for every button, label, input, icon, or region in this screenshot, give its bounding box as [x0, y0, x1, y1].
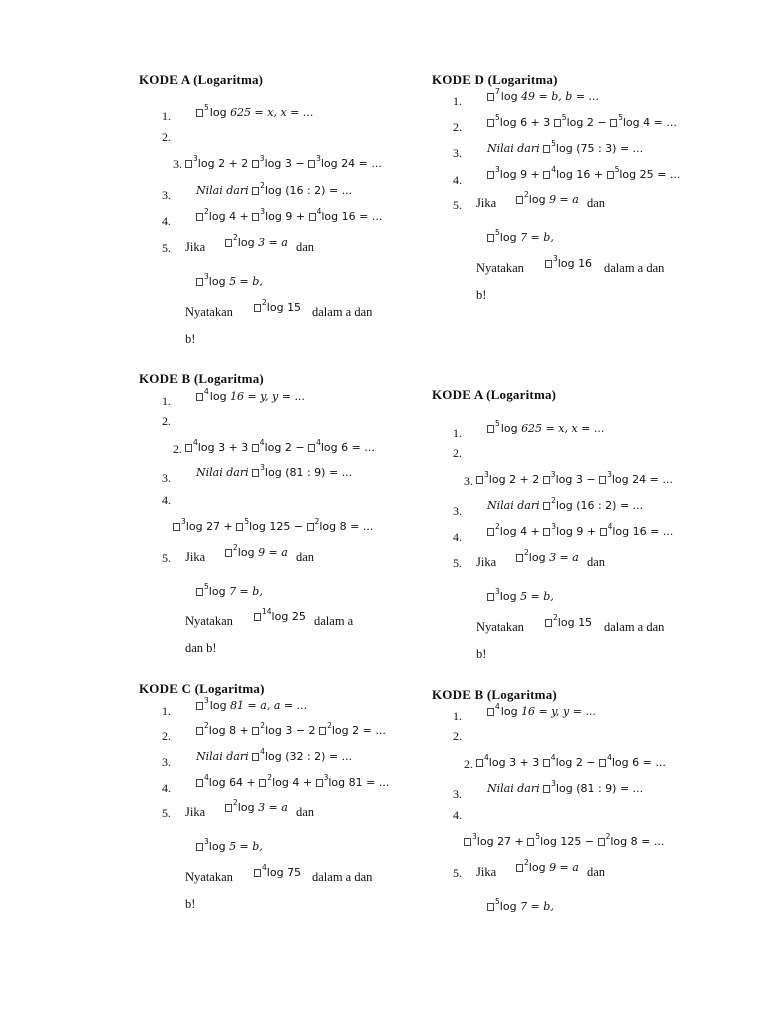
item-number: 5.: [453, 198, 462, 212]
item-number: 2.: [464, 757, 473, 771]
given-b-expr: $^5$log 7 = b,: [487, 231, 554, 244]
item-number: 1.: [453, 709, 462, 723]
dalam-label: dalam a dan: [604, 261, 665, 275]
item-number: 2.: [162, 729, 171, 743]
item-number: 4.: [162, 493, 171, 507]
b-label: dan b!: [185, 641, 217, 655]
question-2-expr: $^4$log 3 + 3 $^4$log 2 − $^4$log 6 = ...: [476, 756, 666, 769]
given-b-expr: $^3$log 5 = b,: [196, 275, 263, 288]
b-label: b!: [476, 647, 487, 661]
nyatakan-label: Nyatakan: [185, 305, 233, 319]
question-4-expr: $^4$log 64 + $^2$log 4 + $^3$log 81 = ...: [196, 776, 389, 789]
section-title: KODE D (Logaritma): [432, 72, 558, 87]
given-b-expr: $^3$log 5 = b,: [196, 840, 263, 853]
question-3-expr: Nilai dari $^2$log (16 : 2) = ...: [487, 496, 644, 512]
given-a-expr: $^2$log 9 = a: [516, 193, 579, 206]
item-number: 4.: [162, 214, 171, 228]
question-3-expr: Nilai dari $^3$log (81 : 9) = ...: [487, 779, 644, 795]
target-expr: $^3$log 16: [545, 257, 592, 270]
question-1-expr: $^4$log 16 = y, y = ...: [487, 705, 596, 718]
target-expr: $^4$log 75: [254, 866, 301, 879]
dan-label: dan: [296, 240, 315, 254]
item-number: 3.: [173, 157, 182, 171]
jika-label: Jika: [185, 805, 206, 819]
question-1-expr: $^4$log 16 = y, y = ...: [196, 390, 305, 403]
nyatakan-label: Nyatakan: [185, 614, 233, 628]
question-1-expr: $^5$log 625 = x, x = ...: [487, 422, 604, 435]
item-number: 5.: [162, 241, 171, 255]
target-expr: $^2$log 15: [254, 301, 301, 314]
nyatakan-label: Nyatakan: [476, 261, 524, 275]
question-1-expr: $^3$log 81 = a, a = ...: [196, 699, 307, 712]
dan-label: dan: [587, 865, 606, 879]
jika-label: Jika: [476, 196, 497, 210]
question-1-expr: $^7$log 49 = b, b = ...: [487, 90, 599, 103]
given-a-expr: $^2$log 9 = a: [516, 861, 579, 874]
question-3-expr: Nilai dari $^3$log (81 : 9) = ...: [196, 463, 353, 479]
item-number: 3.: [464, 474, 473, 488]
question-2-expr: $^3$log 2 + 2 $^3$log 3 − $^3$log 24 = ...: [476, 473, 673, 486]
item-number: 3.: [453, 504, 462, 518]
b-label: b!: [476, 288, 487, 302]
given-a-expr: $^2$log 3 = a: [225, 236, 288, 249]
item-number: 3.: [453, 787, 462, 801]
target-expr: $^2$log 15: [545, 616, 592, 629]
section-title: KODE B (Logaritma): [139, 371, 264, 386]
jika-label: Jika: [476, 555, 497, 569]
target-expr: $^{14}$log 25: [254, 610, 306, 623]
question-2-expr: $^2$log 8 + $^2$log 3 − 2 $^2$log 2 = ...: [196, 724, 386, 737]
b-label: b!: [185, 332, 196, 346]
item-number: 5.: [162, 806, 171, 820]
dalam-label: dalam a dan: [604, 620, 665, 634]
question-1-expr: $^5$log 625 = x, x = ...: [196, 106, 313, 119]
dalam-label: dalam a dan: [312, 305, 373, 319]
nyatakan-label: Nyatakan: [185, 870, 233, 884]
section-title: KODE A (Logaritma): [139, 72, 264, 87]
question-4-expr: $^2$log 4 + $^3$log 9 + $^4$log 16 = ...: [196, 210, 382, 223]
item-number: 3.: [162, 471, 171, 485]
question-4-expr: $^3$log 27 + $^5$log 125 − $^2$log 8 = ...: [464, 835, 664, 848]
item-number: 1.: [453, 94, 462, 108]
question-4-expr: $^3$log 27 + $^5$log 125 − $^2$log 8 = ...: [173, 520, 373, 533]
item-number: 3.: [162, 188, 171, 202]
jika-label: Jika: [185, 550, 206, 564]
question-2-expr: $^4$log 3 + 3 $^4$log 2 − $^4$log 6 = ...: [185, 441, 375, 454]
item-number: 3.: [162, 755, 171, 769]
item-number: 5.: [162, 551, 171, 565]
item-number: 5.: [453, 866, 462, 880]
jika-label: Jika: [476, 865, 497, 879]
question-2-expr: $^3$log 2 + 2 $^3$log 3 − $^3$log 24 = ...: [185, 157, 382, 170]
item-number: 3.: [453, 146, 462, 160]
jika-label: Jika: [185, 240, 206, 254]
given-b-expr: $^5$log 7 = b,: [196, 585, 263, 598]
given-a-expr: $^2$log 3 = a: [516, 551, 579, 564]
item-number: 4.: [453, 173, 462, 187]
item-number: 2.: [162, 414, 171, 428]
section-title: KODE C (Logaritma): [139, 681, 265, 696]
item-number: 2.: [173, 442, 182, 456]
item-number: 4.: [162, 781, 171, 795]
item-number: 1.: [162, 394, 171, 408]
section-title: KODE B (Logaritma): [432, 687, 557, 702]
dan-label: dan: [587, 555, 606, 569]
dalam-label: dalam a: [314, 614, 354, 628]
item-number: 2.: [453, 729, 462, 743]
given-a-expr: $^2$log 9 = a: [225, 546, 288, 559]
nyatakan-label: Nyatakan: [476, 620, 524, 634]
dan-label: dan: [587, 196, 606, 210]
item-number: 4.: [453, 530, 462, 544]
given-b-expr: $^3$log 5 = b,: [487, 590, 554, 603]
given-b-expr: $^5$log 7 = b,: [487, 900, 554, 913]
dalam-label: dalam a dan: [312, 870, 373, 884]
question-3-expr: Nilai dari $^4$log (32 : 2) = ...: [196, 747, 353, 763]
section-title: KODE A (Logaritma): [432, 387, 557, 402]
item-number: 2.: [162, 130, 171, 144]
item-number: 5.: [453, 556, 462, 570]
item-number: 1.: [162, 109, 171, 123]
item-number: 1.: [453, 426, 462, 440]
question-2-expr: $^5$log 6 + 3 $^5$log 2 − $^5$log 4 = ...: [487, 116, 677, 129]
dan-label: dan: [296, 805, 315, 819]
question-3-expr: Nilai dari $^2$log (16 : 2) = ...: [196, 181, 353, 197]
question-4-expr: $^2$log 4 + $^3$log 9 + $^4$log 16 = ...: [487, 525, 673, 538]
item-number: 2.: [453, 446, 462, 460]
item-number: 2.: [453, 120, 462, 134]
item-number: 4.: [453, 808, 462, 822]
b-label: b!: [185, 897, 196, 911]
dan-label: dan: [296, 550, 315, 564]
given-a-expr: $^2$log 3 = a: [225, 801, 288, 814]
question-3-expr: Nilai dari $^5$log (75 : 3) = ...: [487, 139, 644, 155]
item-number: 1.: [162, 704, 171, 718]
question-4-expr: $^3$log 9 + $^4$log 16 + $^5$log 25 = ...: [487, 168, 680, 181]
